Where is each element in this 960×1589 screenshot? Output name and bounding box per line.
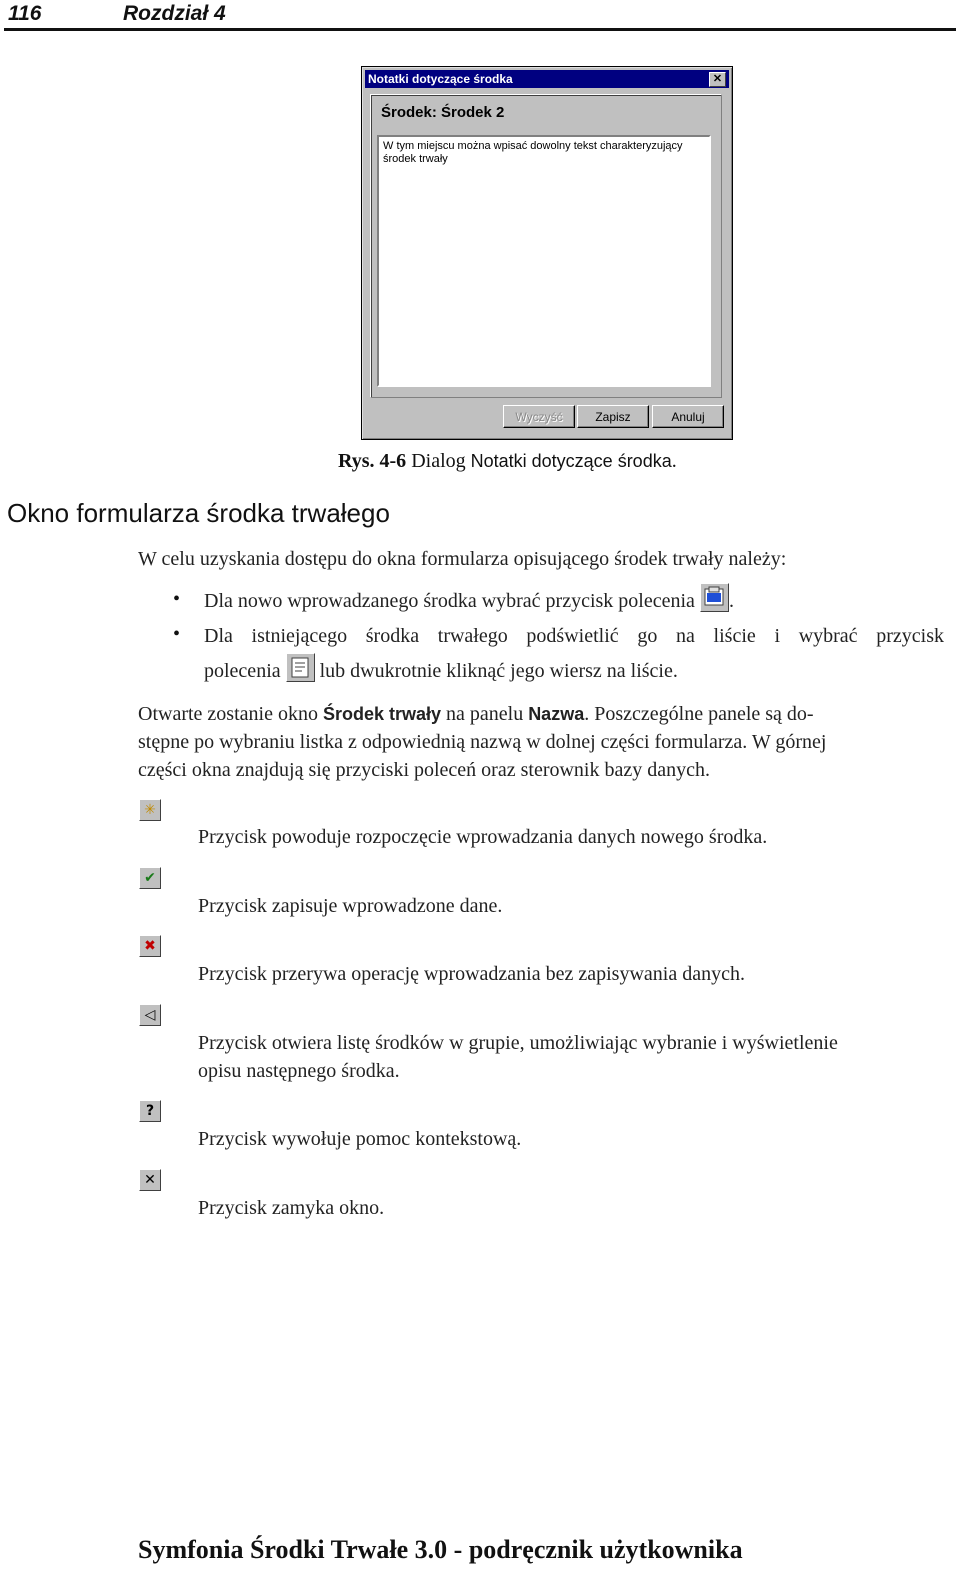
paragraph-2-line-3: części okna znajdują się przyciski poleceń oraz sterownik bazy danych. bbox=[138, 759, 710, 781]
bullet-1-text: Dla nowo wprowadzanego środka wybrać przycisk polecenia bbox=[204, 590, 695, 612]
caption-name: Notatki dotyczące środka bbox=[470, 451, 672, 471]
bullet-2-line-2 bbox=[204, 657, 678, 685]
bullet-1 bbox=[204, 587, 734, 615]
dialog-panel bbox=[370, 94, 722, 398]
save-button[interactable]: Zapisz bbox=[577, 405, 649, 428]
chapter-title: Rozdział 4 bbox=[123, 2, 226, 25]
section-title: Okno formularza środka trwałego bbox=[7, 498, 390, 528]
edit-asset-icon bbox=[286, 653, 315, 682]
toolbar-desc-close: Przycisk zamyka okno. bbox=[198, 1197, 385, 1219]
page-number: 116 bbox=[8, 2, 42, 25]
notes-dialog bbox=[361, 66, 733, 440]
bullet-1-end: . bbox=[728, 590, 734, 612]
bullet-dot: • bbox=[173, 623, 181, 645]
cancel-icon: ✖ bbox=[139, 935, 161, 957]
para2-e: . Poszczególne panele są do- bbox=[584, 703, 814, 725]
figure-caption bbox=[338, 450, 677, 473]
caption-prefix: Dialog bbox=[411, 450, 466, 472]
dialog-titlebar bbox=[365, 70, 729, 88]
dialog-title: Notatki dotyczące środka bbox=[368, 72, 513, 86]
toolbar-desc-save: Przycisk zapisuje wprowadzone dane. bbox=[198, 895, 503, 917]
toolbar-desc-list-line-2: opisu następnego środka. bbox=[198, 1060, 400, 1082]
para2-b: Środek trwały bbox=[322, 704, 441, 724]
para2-d: Nazwa bbox=[528, 704, 585, 724]
header-rule bbox=[4, 28, 956, 31]
cancel-button[interactable]: Anuluj bbox=[652, 405, 724, 428]
asset-heading: Środek: Środek 2 bbox=[381, 104, 505, 121]
list-icon: ◁ bbox=[139, 1004, 161, 1026]
toolbar-desc-cancel: Przycisk przerywa operację wprowadzania bez zapisywania danych. bbox=[198, 963, 745, 985]
paragraph-2-line-1 bbox=[138, 700, 944, 728]
intro-paragraph: W celu uzyskania dostępu do okna formularza opisującego środek trwały należy: bbox=[138, 548, 787, 570]
close-icon[interactable]: ✕ bbox=[709, 72, 726, 87]
close-icon: ✕ bbox=[139, 1169, 161, 1191]
toolbar-desc-list bbox=[198, 1029, 948, 1085]
para2-a: Otwarte zostanie okno bbox=[138, 703, 318, 725]
toolbar-desc-help: Przycisk wywołuje pomoc kontekstową. bbox=[198, 1128, 522, 1150]
toolbar-desc-list-line-1: Przycisk otwiera listę środków w grupie, umożliwiając wybranie i wyświetlenie bbox=[198, 1032, 838, 1054]
notes-text: W tym miejscu można wpisać dowolny tekst charakteryzujący środek trwały bbox=[383, 140, 683, 165]
paragraph-2 bbox=[138, 700, 944, 784]
caption-suffix: . bbox=[671, 450, 677, 472]
toolbar-desc-new: Przycisk powoduje rozpoczęcie wprowadzania danych nowego środka. bbox=[198, 826, 768, 848]
paragraph-2-line-2: stępne po wybraniu listka z odpowiednią nazwą w dolnej części formularza. W górnej bbox=[138, 731, 827, 753]
clear-button[interactable]: Wyczyść bbox=[503, 405, 575, 428]
check-icon: ✔ bbox=[139, 867, 161, 889]
bullet-2-line-1: Dla istniejącego środka trwałego podświetlić go na liście i wybrać przycisk bbox=[204, 625, 944, 647]
bullet-2-text-a: polecenia bbox=[204, 660, 281, 682]
new-asset-icon bbox=[700, 583, 729, 612]
notes-textarea[interactable] bbox=[377, 135, 711, 387]
caption-label: Rys. 4-6 bbox=[338, 450, 407, 472]
help-icon: ? bbox=[139, 1100, 161, 1122]
bullet-2-text-b: lub dwukrotnie kliknąć jego wiersz na liście. bbox=[319, 660, 678, 682]
new-icon: ✳ bbox=[139, 799, 161, 821]
para2-c: na panelu bbox=[446, 703, 524, 725]
page-footer: Symfonia Środki Trwałe 3.0 - podręcznik użytkownika bbox=[138, 1535, 743, 1564]
bullet-dot: • bbox=[173, 588, 181, 610]
